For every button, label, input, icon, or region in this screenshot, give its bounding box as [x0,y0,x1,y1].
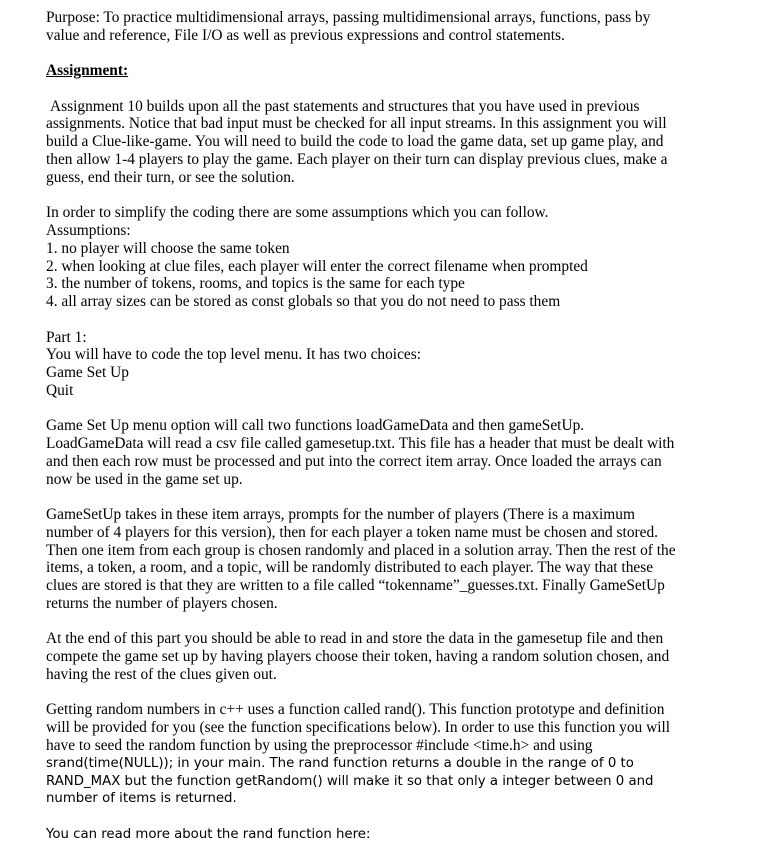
assumptions-item: 1. no player will choose the same token [46,239,290,257]
gamesetup-menu-line: Game Set Up menu option will call two functions loadGameData and then gameSetUp. [46,417,585,435]
assignment-heading: Assignment: [46,62,129,80]
purpose-paragraph [46,9,718,45]
intro-line: build a Clue-like-game. You will need to build the code to load the game data, set up game play, and [46,133,664,151]
random-line: Getting random numbers in c++ uses a function called rand(). This function prototype and definition [46,701,665,719]
end-of-part-line: At the end of this part you should be able to read in and store the data in the gamesetup file and then [46,630,664,648]
gamesetup-function-line: GameSetUp takes in these item arrays, prompts for the number of players (There is a maximum [46,506,635,524]
assumptions-item: 2. when looking at clue files, each player will enter the correct filename when prompted [46,257,588,275]
intro-line: assignments. Notice that bad input must be checked for all input streams. In this assignment you will [46,115,667,133]
gamesetup-menu-paragraph [46,417,718,488]
assumptions-line: In order to simplify the coding there are some assumptions which you can follow. [46,204,549,222]
menu-choice-game-setup: Game Set Up [46,364,129,382]
end-of-part-line: compete the game set up by having players choose their token, having a random solution chosen, and [46,648,670,666]
intro-line: Assignment 10 builds upon all the past statements and structures that you have used in previous [50,97,640,115]
assumptions-line: Assumptions: [46,221,131,239]
random-line: will be provided for you (see the function specifications below). In order to use this function you will [46,719,671,737]
gamesetup-function-line: clues are stored is that they are written to a file called “tokenname”_guesses.txt. Finally GameSetUp [46,577,665,595]
gamesetup-function-paragraph [46,506,718,613]
gamesetup-menu-line: now be used in the game set up. [46,470,243,488]
read-more-paragraph [46,826,718,844]
document-page [46,9,718,844]
purpose-line: value and reference, File I/O as well as previous expressions and control statements. [46,26,565,44]
random-line: number of items is returned. [46,791,237,807]
end-of-part-line: having the rest of the clues given out. [46,666,277,684]
gamesetup-function-line: number of 4 players for this version), then for each player a token name must be chosen and stored. [46,523,659,541]
assumptions-paragraph [46,204,718,311]
intro-line: then allow 1-4 players to play the game. Each player on their turn can display previous clues, make a [46,150,668,168]
gamesetup-function-line: returns the number of players chosen. [46,595,278,613]
assumptions-item: 3. the number of tokens, rooms, and topics is the same for each type [46,275,465,293]
read-more-line: You can read more about the rand function here: [46,826,371,842]
gamesetup-function-line: items, a token, a room, and a topic, will be randomly distributed to each player. The way that these [46,559,654,577]
part1-paragraph [46,329,718,400]
random-paragraph [46,701,718,808]
random-line: srand(time(NULL)); in your main. The rand function returns a double in the range of 0 to [46,755,634,771]
end-of-part-paragraph [46,630,718,683]
assignment-heading-block [46,62,718,80]
part1-line: You will have to code the top level menu. It has two choices: [46,346,422,364]
gamesetup-menu-line: and then each row must be processed and put into the correct item array. Once loaded the arrays can [46,452,662,470]
menu-choice-quit: Quit [46,381,74,399]
part1-title: Part 1: [46,328,87,346]
purpose-line: Purpose: To practice multidimensional arrays, passing multidimensional arrays, functions, pass by [46,9,651,26]
intro-paragraph [46,98,718,187]
gamesetup-function-line: Then one item from each group is chosen randomly and placed in a solution array. Then the rest of the [46,541,676,559]
assumptions-item: 4. all array sizes can be stored as const globals so that you do not need to pass them [46,293,561,311]
random-line: RAND_MAX but the function getRandom() will make it so that only a integer between 0 and [46,773,654,789]
random-line: have to seed the random function by using the preprocessor #include <time.h> and using [46,737,593,755]
gamesetup-menu-line: LoadGameData will read a csv file called gamesetup.txt. This file has a header that must be dealt with [46,435,675,453]
intro-line: guess, end their turn, or see the solution. [46,168,295,186]
